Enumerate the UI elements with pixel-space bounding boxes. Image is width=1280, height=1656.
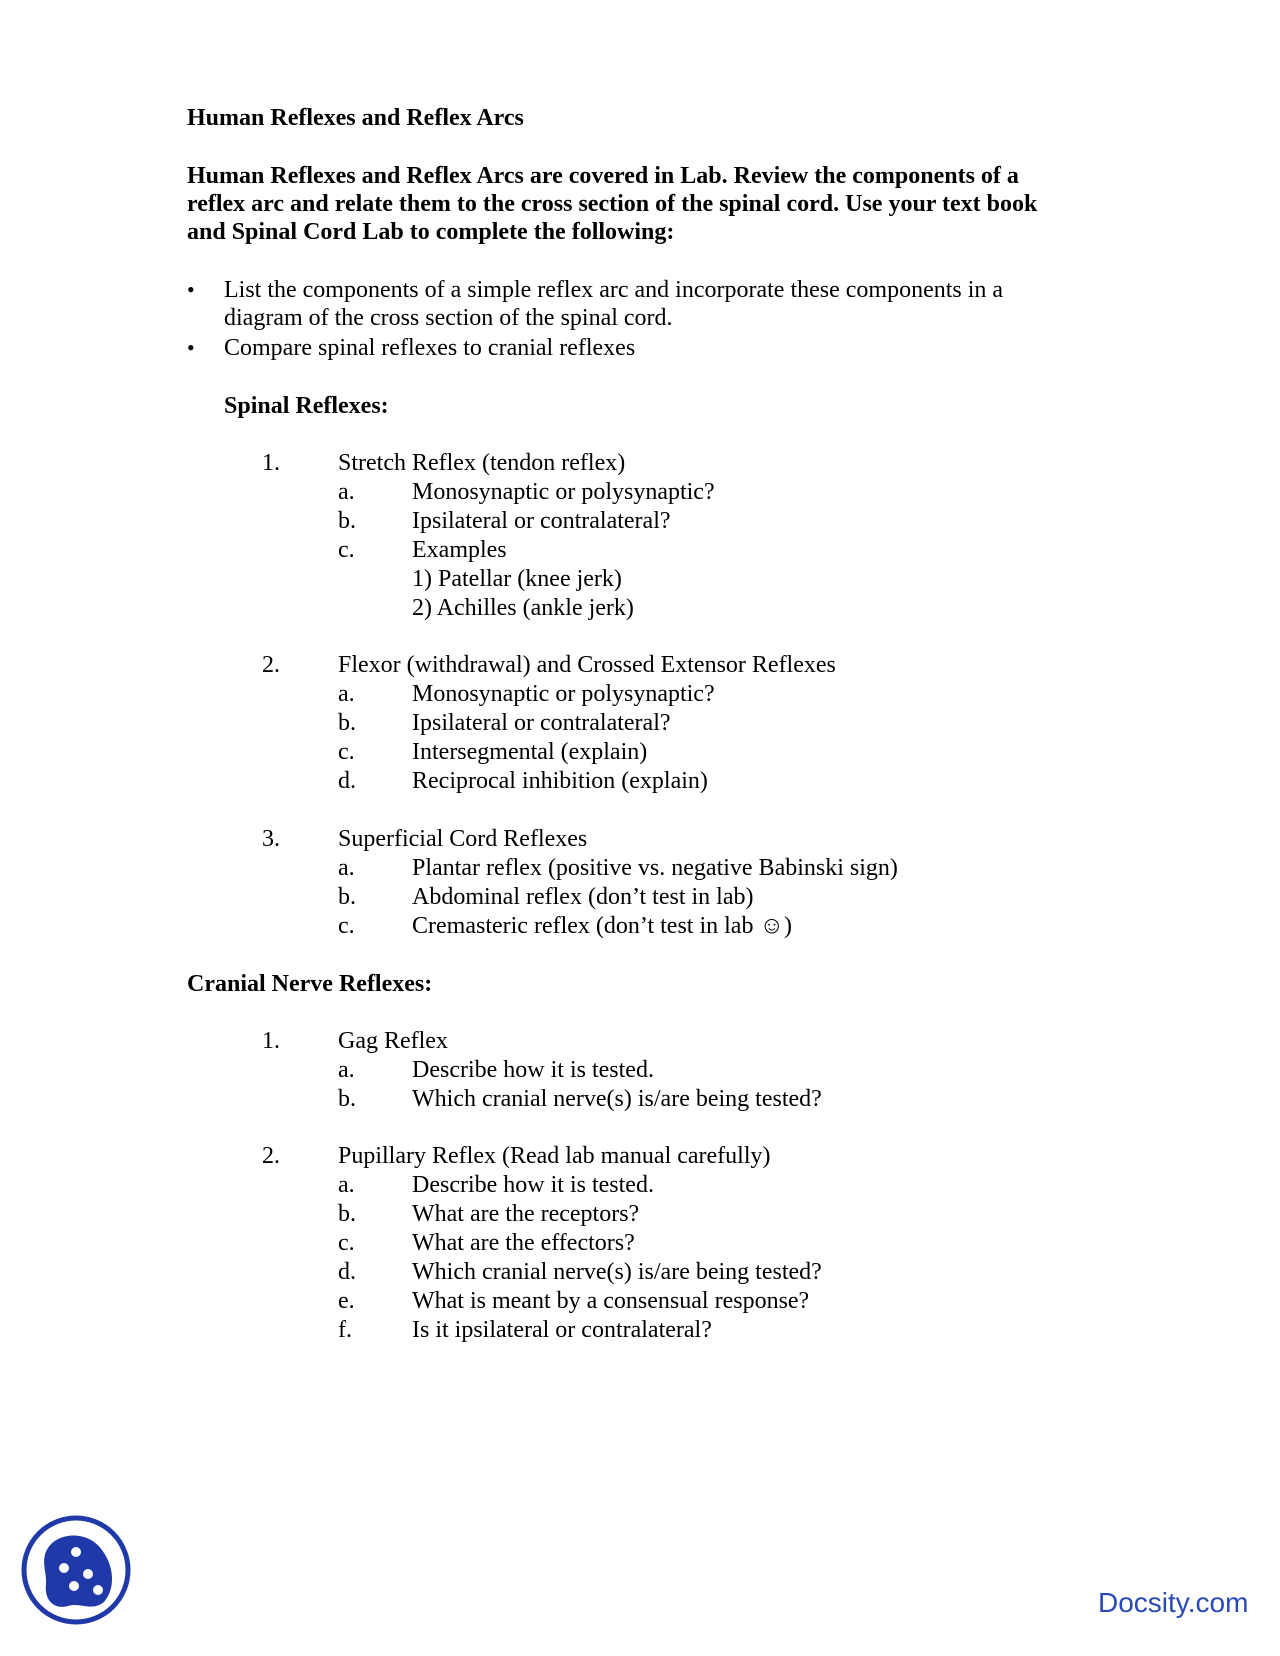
sub-text: Is it ipsilateral or contralateral?: [412, 1317, 712, 1343]
sub-text: Cremasteric reflex (don’t test in lab ☺): [412, 913, 792, 939]
sub-letter: a.: [338, 479, 355, 505]
example-text: 2) Achilles (ankle jerk): [412, 595, 634, 621]
sub-letter: c.: [338, 913, 355, 939]
sub-text: Abdominal reflex (don’t test in lab): [412, 884, 754, 910]
bullet-text: List the components of a simple reflex arc and incorporate these components in a: [224, 277, 1004, 303]
sub-letter: a.: [338, 1172, 355, 1198]
item-label: Superficial Cord Reflexes: [338, 826, 588, 852]
intro-line: reflex arc and relate them to the cross section of the spinal cord. Use your text book: [187, 191, 1038, 217]
sub-letter: d.: [338, 1259, 356, 1285]
item-label: Flexor (withdrawal) and Crossed Extensor Reflexes: [338, 652, 836, 678]
sub-text: Which cranial nerve(s) is/are being tested?: [412, 1086, 822, 1112]
bullet-text: diagram of the cross section of the spinal cord.: [224, 305, 673, 331]
sub-letter: a.: [338, 681, 355, 707]
sub-letter: c.: [338, 739, 355, 765]
sub-letter: b.: [338, 508, 356, 534]
sub-text: Describe how it is tested.: [412, 1057, 654, 1083]
bullet-icon: •: [187, 277, 195, 302]
bullet-text: Compare spinal reflexes to cranial reflexes: [224, 335, 636, 361]
sub-text: Which cranial nerve(s) is/are being tested?: [412, 1259, 822, 1285]
intro-line: and Spinal Cord Lab to complete the following:: [187, 219, 675, 245]
item-label: Pupillary Reflex (Read lab manual carefully): [338, 1143, 771, 1169]
bullet-icon: •: [187, 335, 195, 360]
item-label: Stretch Reflex (tendon reflex): [338, 450, 626, 476]
sub-letter: b.: [338, 884, 356, 910]
section-heading-cranial: Cranial Nerve Reflexes:: [187, 971, 433, 997]
item-number: 1.: [262, 450, 280, 476]
docsity-logo-icon[interactable]: [20, 1514, 132, 1626]
sub-letter: b.: [338, 710, 356, 736]
item-number: 1.: [262, 1028, 280, 1054]
sub-text: Ipsilateral or contralateral?: [412, 710, 671, 736]
sub-text: Examples: [412, 537, 507, 563]
example-text: 1) Patellar (knee jerk): [412, 566, 622, 592]
sub-text: Monosynaptic or polysynaptic?: [412, 479, 715, 505]
item-number: 2.: [262, 1143, 280, 1169]
sub-letter: c.: [338, 537, 355, 563]
sub-letter: b.: [338, 1086, 356, 1112]
sub-text: Intersegmental (explain): [412, 739, 648, 765]
sub-letter: e.: [338, 1288, 355, 1314]
sub-text: Describe how it is tested.: [412, 1172, 654, 1198]
docsity-brand-link[interactable]: Docsity.com: [1098, 1587, 1249, 1618]
sub-text: What are the effectors?: [412, 1230, 635, 1256]
intro-line: Human Reflexes and Reflex Arcs are covered in Lab. Review the components of a: [187, 163, 1019, 189]
sub-letter: a.: [338, 855, 355, 881]
sub-letter: b.: [338, 1201, 356, 1227]
item-label: Gag Reflex: [338, 1028, 448, 1054]
sub-letter: a.: [338, 1057, 355, 1083]
section-heading-spinal: Spinal Reflexes:: [224, 393, 389, 419]
sub-text: Plantar reflex (positive vs. negative Babinski sign): [412, 855, 898, 881]
sub-text: What is meant by a consensual response?: [412, 1288, 810, 1314]
sub-letter: f.: [338, 1317, 352, 1343]
sub-text: Monosynaptic or polysynaptic?: [412, 681, 715, 707]
item-number: 2.: [262, 652, 280, 678]
sub-text: Ipsilateral or contralateral?: [412, 508, 671, 534]
sub-letter: c.: [338, 1230, 355, 1256]
document-title: Human Reflexes and Reflex Arcs: [187, 105, 524, 131]
sub-text: What are the receptors?: [412, 1201, 640, 1227]
sub-text: Reciprocal inhibition (explain): [412, 768, 708, 794]
item-number: 3.: [262, 826, 280, 852]
sub-letter: d.: [338, 768, 356, 794]
